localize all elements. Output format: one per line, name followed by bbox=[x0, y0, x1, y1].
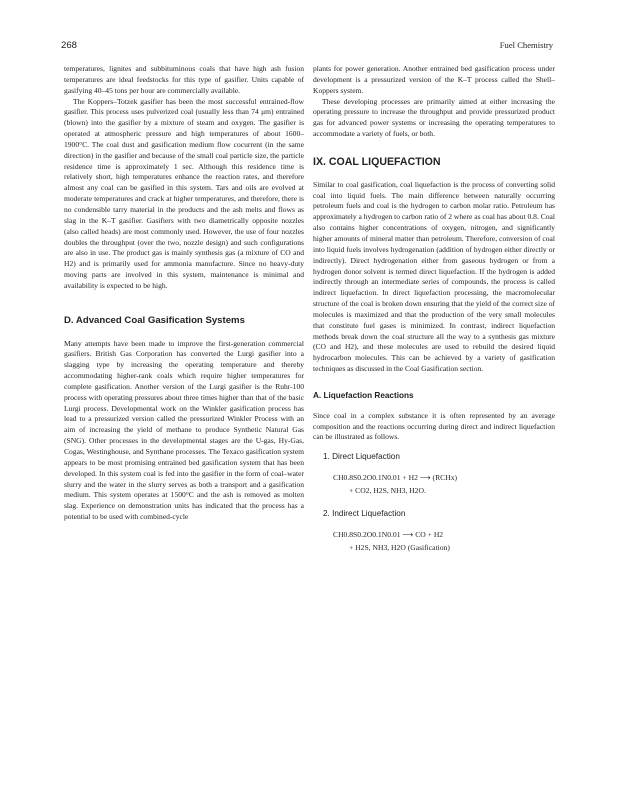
right-column bbox=[313, 64, 555, 554]
running-title: Fuel Chemistry bbox=[499, 40, 553, 50]
section-heading-ix: IX. COAL LIQUEFACTION bbox=[313, 155, 441, 168]
paragraph: The Koppers–Totzek gasifier has been the most successful entrained-flow gasifier. This process uses pulverized coal (usually less than 74 μm) entrained (blown) into the gasifier by a mixture of steam and oxygen. The gasifier is operated at atmospheric pressure and high temperatures of about 1600–1900°C. The coal dust and gasification medium flow cocurrent (in the same direction) in the gasifier and because of the small coal particle size, the particle residence time is approximately 1 sec. Although this residence time is relatively short, high temperatures enhance the reaction rates, and therefore almost any coal can be gasified in this system. Tars and oils are evolved at moderate temperatures and crack at higher temperatures, and therefore, there is no condensible tarry material in the products and the ash melts and flows as slag in the K–T gasifier. Gasifiers with two diametrically opposite nozzles (also called heads) are most commonly used. However, the use of four nozzles doubles the throughput (over the two, nozzle design) and such configurations are also in use. The product gas is mainly synthesis gas (a mixture of CO and H2) and is primarily used for ammonia manufacture. Since no heavy-duty moving parts are involved in this system, maintenance is minimal and availability is expected to be high. bbox=[64, 96, 304, 290]
equation-indirect-line2: + H2S, NH3, H2O (Gasification) bbox=[349, 543, 450, 552]
paragraph: Similar to coal gasification, coal liquefaction is the process of converting solid coal into liquid fuels. The main difference between naturally occurring petroleum fuels and coal is the hydrogen to carbon molar ratio. Petroleum has approximately a hydrogen to carbon ratio of 2 where as coal has about 0.8. Coal also contains higher concentrations of oxygen, nitrogen, and significantly higher amounts of mineral matter than petroleum. Therefore, conversion of coal into liquid fuels involves hydrogenation (addition of hydrogen either directly or indirectly). Direct hydrogenation either from gaseous hydrogen or from a hydrogen donor solvent is termed direct liquefaction. If the hydrogen is added indirectly through an intermediate series of compounds, the process is called indirect liquefaction. In direct liquefaction processing, the macromolecular structure of the coal is broken down ensuring that the yield of the correct size of molecules is maximized and that the production of the very small molecules that constitute fuel gases is minimized. In contrast, indirect liquefaction methods break down the coal structure all the way to a synthesis gas mixture (CO and H2), and these molecules are used to rebuild the desired liquid hydrocarbon molecules. This can be achieved by a variety of gasification techniques as discussed in the Coal Gasification section. bbox=[313, 179, 555, 374]
paragraph: temperatures, lignites and subbituminous coals that have high ash fusion temperatures are ideal feedstocks for this type of gasifier. Units capable of gasifying 40–45 tons per hour are commercially available. bbox=[64, 64, 304, 95]
paragraph: Since coal in a complex substance it is often represented by an average composition and the reactions occurring during direct and indirect liquefaction can be illustrated as follows. bbox=[313, 410, 555, 442]
subsection-heading-a: A. Liquefaction Reactions bbox=[313, 390, 414, 400]
equation-indirect-line1: CH0.8S0.2O0.1N0.01 ⟶ CO + H2 bbox=[333, 530, 444, 539]
paragraph: plants for power generation. Another entrained bed gasification process under development is a pressurized version of the K–T process called the Shell–Koppers system. bbox=[313, 64, 555, 95]
paragraph: These developing processes are primarily aimed at either increasing the operating pressure to increase the throughput and provide pressurized product gas for advanced power systems or increasing the operating temperatures to accommodate a variety of fuels, or both. bbox=[313, 96, 555, 139]
left-column bbox=[64, 64, 304, 523]
equation-direct-line1: CH0.8S0.2O0.1N0.01 + H2 ⟶ (RCHx) bbox=[333, 473, 458, 483]
equation-direct-line2: + CO2, H2S, NH3, H2O. bbox=[349, 486, 426, 496]
paragraph: Many attempts have been made to improve the first-generation commercial gasifiers. British Gas Corporation has converted the Lurgi gasifier into a slagging type by increasing the operating temperature and thereby accommodating higher-rank coals which require higher temperatures for complete gasification. Another version of the Lurgi gasifier is the Ruhr-100 process with operating pressures about three times higher than that of the basic Lurgi process. Developmental work on the Winkler gasification process has lead to a pressurized version called the pressurized Winkler Process with an aim of increasing the yield of methane to produce Synthetic Natural Gas (SNG). Other processes in the developmental stages are the U-gas, Hy-Gas, Cogas, Westinghouse, and Synthane processes. The Texaco gasification system appears to be most promising entrained bed gasification system that has been developed. In this system coal is fed into the gasifier in the form of coal–water slurry and the water in the slurry serves as both a transport and a gasification medium. This system operates at 1500°C and the ash is removed as molten slag. Experience on demonstration units has indicated that the process has a potential to be used with combined-cycle bbox=[64, 338, 304, 522]
page-number: 268 bbox=[61, 40, 78, 51]
section-heading-d: D. Advanced Coal Gasification Systems bbox=[64, 314, 245, 326]
list-item-indirect: 2. Indirect Liquefaction bbox=[323, 509, 406, 519]
list-item-direct: 1. Direct Liquefaction bbox=[323, 452, 400, 462]
